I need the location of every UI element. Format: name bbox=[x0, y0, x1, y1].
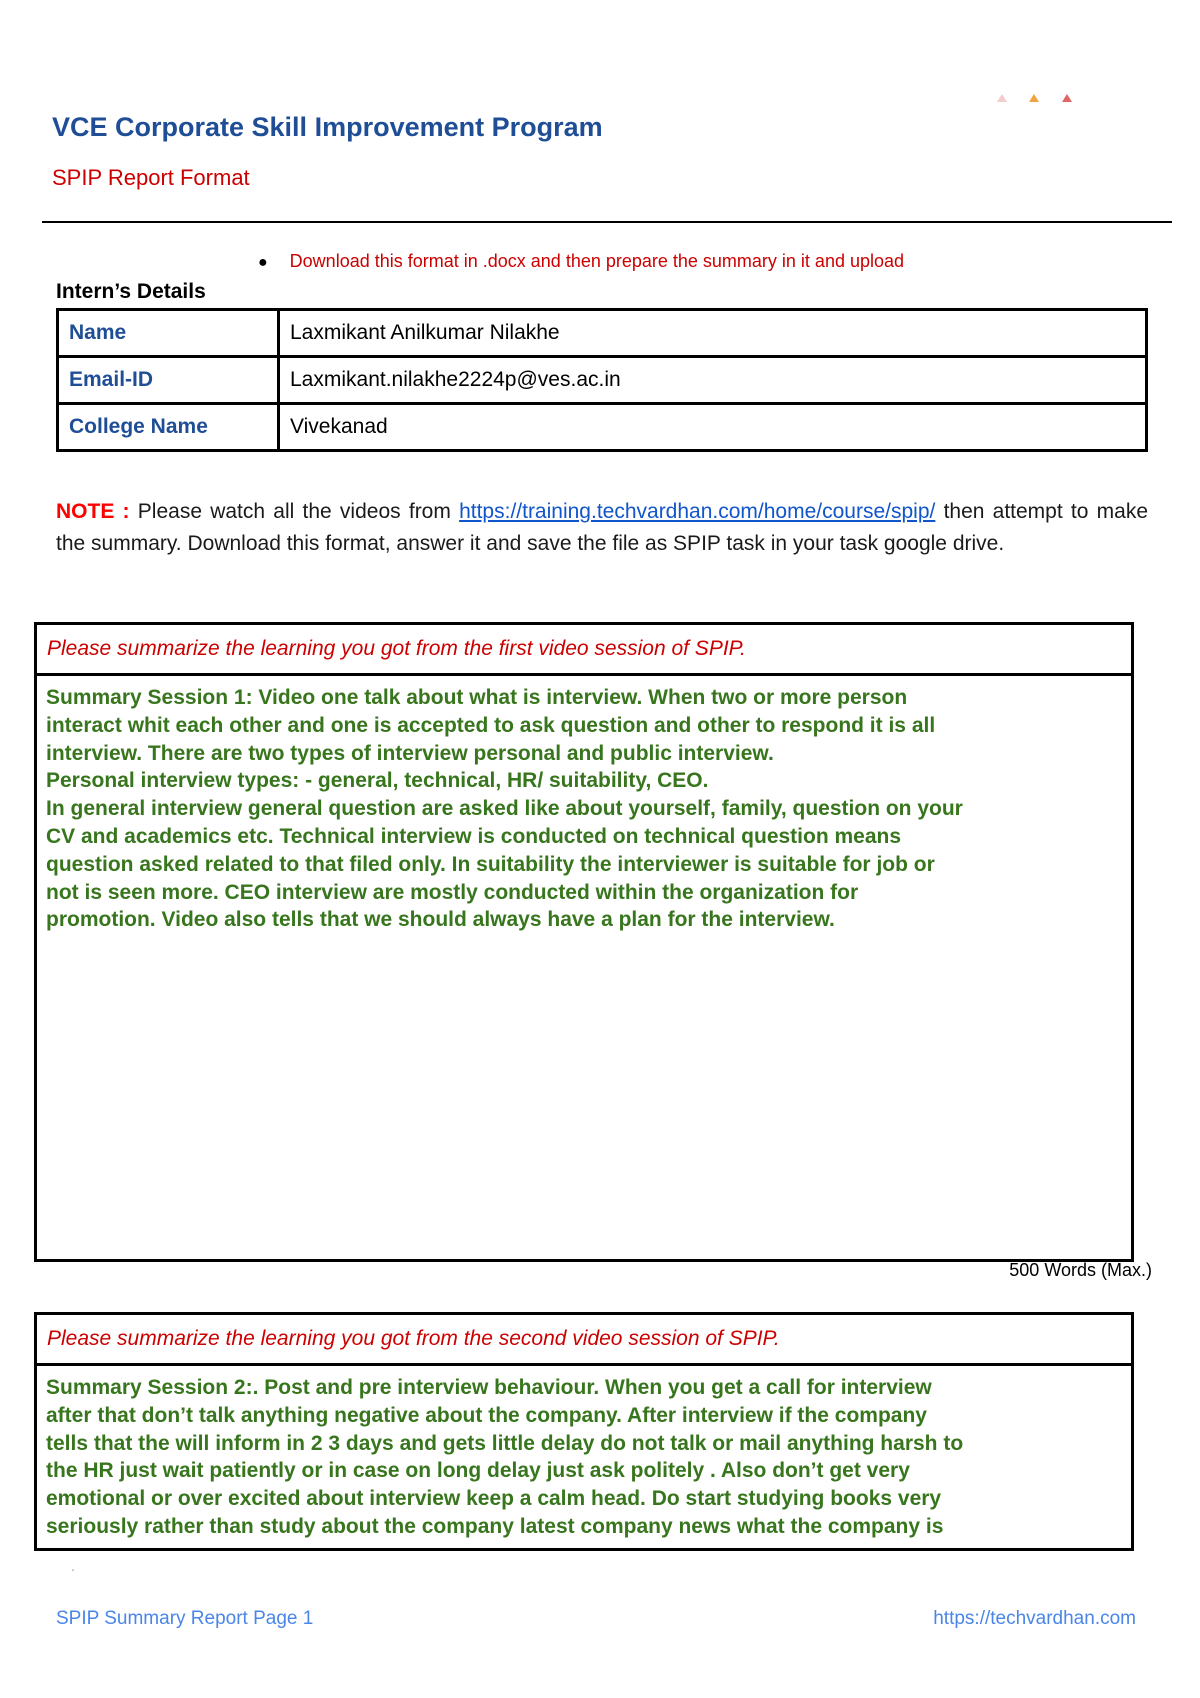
logo-triangle-1 bbox=[997, 94, 1007, 102]
footer-link[interactable]: https://techvardhan.com bbox=[933, 1608, 1136, 1629]
session1-prompt: Please summarize the learning you got from the first video session of SPIP. bbox=[37, 625, 1131, 676]
college-label: College Name bbox=[58, 404, 279, 451]
answer-line: not is seen more. CEO interview are mostly conducted within the organization for bbox=[46, 880, 859, 904]
email-label: Email-ID bbox=[58, 357, 279, 404]
page-title: VCE Corporate Skill Improvement Program bbox=[52, 112, 603, 142]
instruction-bullet bbox=[258, 251, 904, 272]
logo-triangle-3 bbox=[1062, 94, 1072, 102]
name-label: Name bbox=[58, 310, 279, 357]
word-limit: 500 Words (Max.) bbox=[1009, 1260, 1152, 1280]
note-text-after: then attempt to make the summary. Download this format, answer it and save the file as SPIP task in your task google drive. bbox=[56, 500, 1148, 555]
table-row bbox=[58, 310, 1147, 357]
session2-box bbox=[34, 1312, 1134, 1551]
logo-triangles-icon bbox=[992, 90, 1082, 106]
college-value[interactable]: Vivekanad bbox=[279, 404, 1147, 451]
answer-line: tells that the will inform in 2 3 days and gets little delay do not talk or mail anything harsh to bbox=[46, 1431, 964, 1455]
name-value[interactable]: Laxmikant Anilkumar Nilakhe bbox=[279, 310, 1147, 357]
note-text-before: Please watch all the videos from bbox=[129, 500, 460, 523]
session2-prompt: Please summarize the learning you got from the second video session of SPIP. bbox=[37, 1315, 1131, 1366]
answer-line: interview. There are two types of interview personal and public interview. bbox=[46, 741, 774, 765]
answer-line: the HR just wait patiently or in case on long delay just ask politely . Also don’t get very bbox=[46, 1459, 910, 1483]
session1-answer[interactable] bbox=[37, 676, 1131, 942]
email-value[interactable]: Laxmikant.nilakhe2224p@ves.ac.in bbox=[279, 357, 1147, 404]
answer-line: interact whit each other and one is accepted to ask question and other to respond it is all bbox=[46, 713, 936, 737]
header-divider bbox=[42, 221, 1172, 223]
logo-triangle-2 bbox=[1029, 94, 1039, 102]
answer-line: Summary Session 1: Video one talk about what is interview. When two or more person bbox=[46, 686, 908, 709]
note-label: NOTE : bbox=[56, 500, 130, 523]
footer-page-label: SPIP Summary Report Page 1 bbox=[56, 1608, 314, 1629]
interns-details-heading: Intern’s Details bbox=[56, 280, 206, 303]
table-row bbox=[58, 404, 1147, 451]
session2-answer[interactable] bbox=[37, 1366, 1131, 1549]
answer-line: Summary Session 2:. Post and pre interview behaviour. When you get a call for interview bbox=[46, 1376, 932, 1399]
bullet-icon: ● bbox=[258, 254, 268, 271]
table-row bbox=[58, 357, 1147, 404]
interns-details-table bbox=[56, 308, 1148, 452]
tick-mark: ' bbox=[72, 1568, 74, 1579]
note-paragraph bbox=[56, 496, 1148, 560]
answer-line: emotional or over excited about interview keep a calm head. Do start studying books very bbox=[46, 1487, 942, 1511]
instruction-text: Download this format in .docx and then prepare the summary in it and upload bbox=[289, 251, 905, 271]
answer-line: seriously rather than study about the company latest company news what the company is bbox=[46, 1514, 944, 1538]
course-link[interactable]: https://training.techvardhan.com/home/course/spip/ bbox=[459, 500, 936, 523]
answer-line: question asked related to that filed only. In suitability the interviewer is suitable for job or bbox=[46, 852, 935, 876]
answer-line: In general interview general question are asked like about yourself, family, question on your bbox=[46, 797, 963, 821]
page-subtitle: SPIP Report Format bbox=[52, 165, 250, 190]
answer-line: CV and academics etc. Technical interview is conducted on technical question means bbox=[46, 824, 902, 848]
answer-line: Personal interview types: - general, technical, HR/ suitability, CEO. bbox=[46, 769, 709, 793]
answer-line: promotion. Video also tells that we should always have a plan for the interview. bbox=[46, 908, 835, 932]
answer-line: after that don’t talk anything negative about the company. After interview if the company bbox=[46, 1403, 927, 1427]
session1-box bbox=[34, 622, 1134, 1262]
